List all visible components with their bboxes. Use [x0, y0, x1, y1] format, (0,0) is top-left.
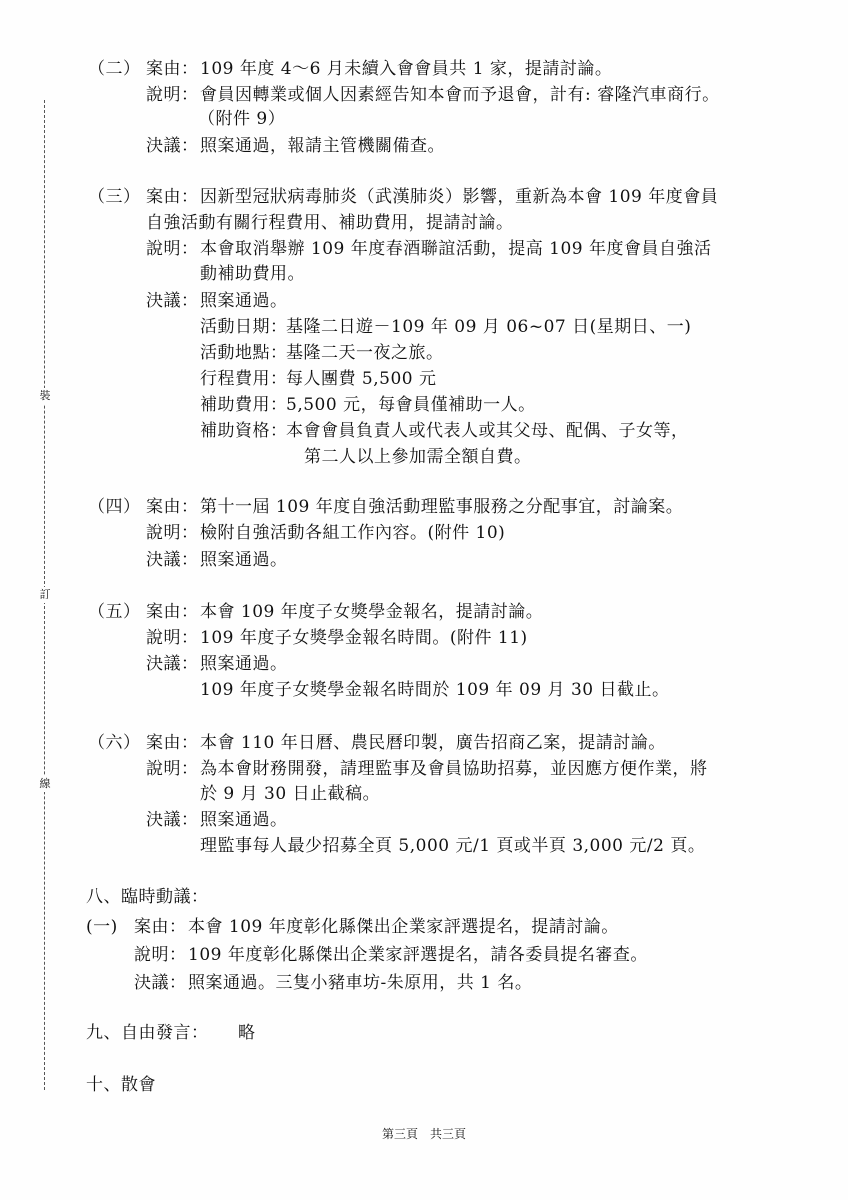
binding-mark-zhuang: 裝	[36, 388, 54, 404]
item-3-res-label: 決議：	[146, 291, 199, 311]
item-3-desc-label: 說明：	[146, 239, 199, 259]
section-9-text: 略	[238, 1023, 256, 1043]
section-9-heading: 九、自由發言：	[86, 1023, 209, 1043]
item-3-case-text: 因新型冠狀病毒肺炎（武漢肺炎）影響，重新為本會 109 年度會員	[200, 187, 719, 207]
item-5-res-text-2: 109 年度子女獎學金報名時間於 109 年 09 月 30 日截止。	[200, 680, 670, 700]
item-4-desc-label: 說明：	[146, 523, 199, 543]
item-3-number: （三）	[88, 187, 141, 207]
section-10-heading: 十、散會	[86, 1075, 156, 1095]
item-6-desc-text-2: 於 9 月 30 日止截稿。	[200, 784, 381, 804]
item-2-case-label: 案由：	[146, 59, 199, 79]
item-2-res-label: 決議：	[146, 136, 199, 156]
detail-subsidy-label: 補助費用：	[200, 395, 288, 415]
section-8-case-text: 本會 109 年度彰化縣傑出企業家評選提名，提請討論。	[188, 917, 619, 937]
detail-cost-label: 行程費用：	[200, 369, 288, 389]
detail-location-value: 基隆二天一夜之旅。	[286, 343, 444, 363]
section-8-res-label: 決議：	[134, 973, 187, 993]
item-5-desc-text: 109 年度子女獎學金報名時間。(附件 11)	[200, 628, 528, 648]
item-3-case-text-2: 自強活動有關行程費用、補助費用，提請討論。	[146, 213, 514, 233]
item-6-case-label: 案由：	[146, 733, 199, 753]
section-8-res-text: 照案通過。三隻小豬車坊-朱原用，共 1 名。	[188, 973, 533, 993]
item-4-number: （四）	[88, 497, 141, 517]
binding-mark-ding: 訂	[36, 587, 54, 603]
section-8-heading: 八、臨時動議：	[86, 887, 209, 907]
section-8-item-number: (一)	[86, 917, 118, 937]
detail-cost-value: 每人團費 5,500 元	[286, 369, 437, 389]
item-6-desc-text: 為本會財務開發，請理監事及會員協助招募，並因應方便作業，將	[200, 759, 708, 779]
item-5-desc-label: 說明：	[146, 628, 199, 648]
item-2-number: （二）	[88, 59, 141, 79]
detail-location-label: 活動地點：	[200, 343, 288, 363]
item-6-case-text: 本會 110 年日曆、農民曆印製，廣告招商乙案，提請討論。	[200, 733, 666, 753]
item-4-desc-text: 檢附自強活動各組工作內容。(附件 10)	[200, 523, 506, 543]
item-5-res-text: 照案通過。	[200, 654, 288, 674]
detail-eligibility-value-2: 第二人以上參加需全額自費。	[304, 447, 532, 467]
item-2-case-text: 109 年度 4～6 月未續入會會員共 1 家，提請討論。	[200, 59, 613, 79]
item-4-case-text: 第十一屆 109 年度自強活動理監事服務之分配事宜，討論案。	[200, 497, 684, 517]
item-4-case-label: 案由：	[146, 497, 199, 517]
item-3-case-label: 案由：	[146, 187, 199, 207]
item-5-case-label: 案由：	[146, 602, 199, 622]
item-6-res-label: 決議：	[146, 810, 199, 830]
item-3-desc-text-2: 動補助費用。	[200, 264, 305, 284]
item-4-res-label: 決議：	[146, 550, 199, 570]
section-8-case-label: 案由：	[134, 917, 187, 937]
item-2-desc-text: 會員因轉業或個人因素經告知本會而予退會，計有: 睿隆汽車商行。	[200, 85, 720, 105]
detail-eligibility-value: 本會會員負責人或代表人或其父母、配偶、子女等，	[286, 421, 689, 441]
item-3-desc-text: 本會取消舉辦 109 年度春酒聯誼活動，提高 109 年度會員自強活	[200, 239, 712, 259]
item-5-case-text: 本會 109 年度子女獎學金報名，提請討論。	[200, 602, 544, 622]
item-2-res-text: 照案通過，報請主管機關備查。	[200, 136, 445, 156]
detail-subsidy-value: 5,500 元，每會員僅補助一人。	[286, 395, 536, 415]
item-3-res-text: 照案通過。	[200, 291, 288, 311]
item-4-res-text: 照案通過。	[200, 550, 288, 570]
section-8-desc-text: 109 年度彰化縣傑出企業家評選提名，請各委員提名審查。	[188, 945, 648, 965]
item-2-desc-attachment: （附件 9）	[198, 109, 286, 129]
detail-eligibility-label: 補助資格：	[200, 421, 288, 441]
item-6-res-text-2: 理監事每人最少招募全頁 5,000 元/1 頁或半頁 3,000 元/2 頁。	[200, 836, 706, 856]
item-6-number: （六）	[88, 733, 141, 753]
item-6-res-text: 照案通過。	[200, 810, 288, 830]
item-6-desc-label: 說明：	[146, 759, 199, 779]
binding-mark-xian: 線	[36, 776, 54, 792]
section-8-desc-label: 說明：	[134, 945, 187, 965]
item-5-number: （五）	[88, 602, 141, 622]
item-5-res-label: 決議：	[146, 654, 199, 674]
item-2-desc-label: 說明：	[146, 85, 199, 105]
detail-date-value: 基隆二日遊－109 年 09 月 06~07 日(星期日、一)	[286, 317, 692, 337]
detail-date-label: 活動日期：	[200, 317, 288, 337]
page-footer: 第三頁 共三頁	[381, 1127, 466, 1141]
